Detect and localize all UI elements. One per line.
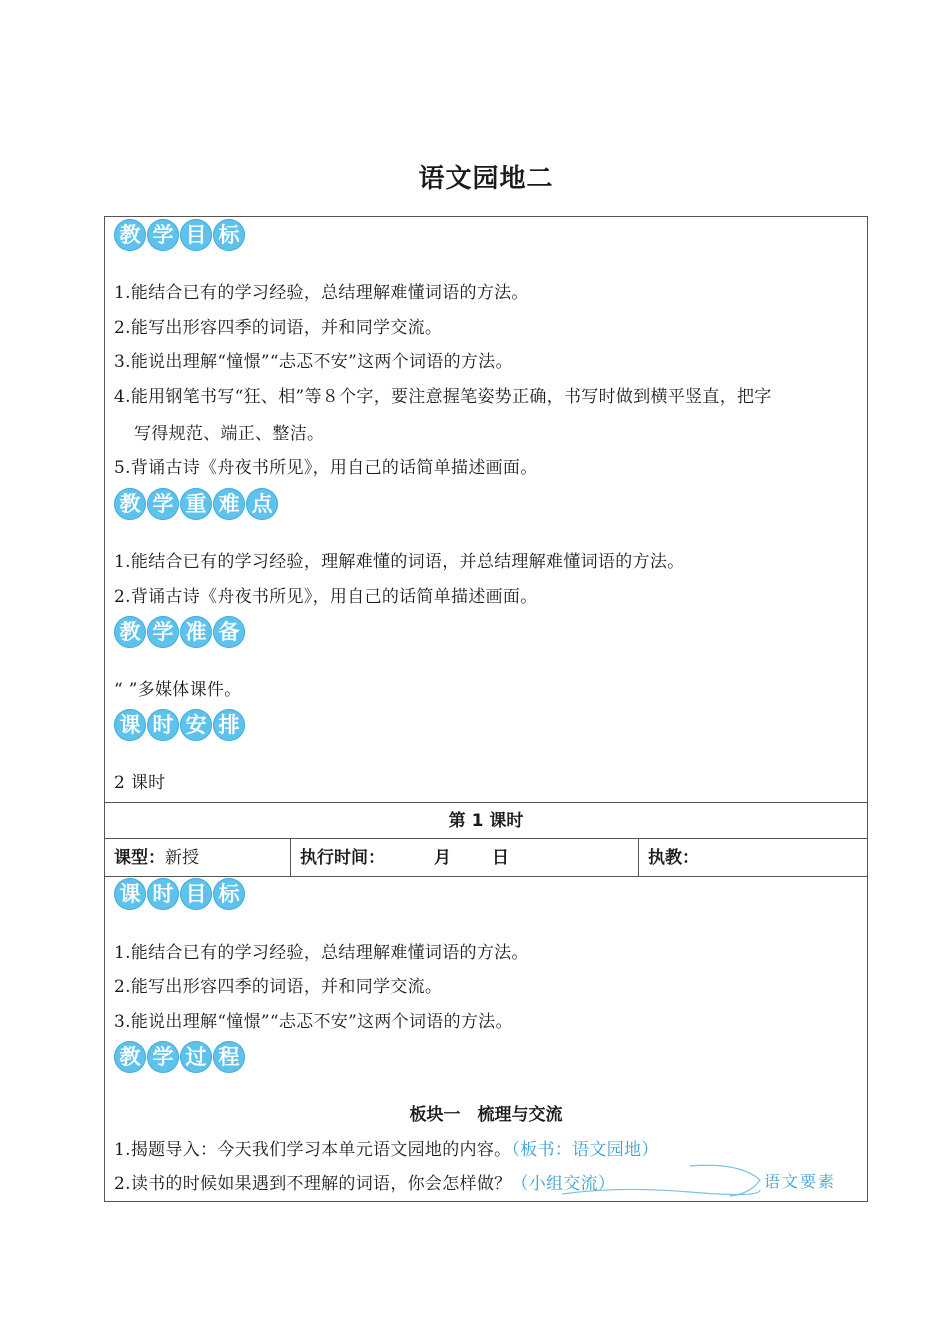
badge-char: 排 (213, 709, 245, 741)
lesson-header: 第 1 课时 (448, 811, 524, 831)
badge-char: 难 (213, 488, 245, 520)
badge-char: 教 (114, 1041, 146, 1073)
badge-char: 准 (180, 616, 212, 648)
badge-char: 学 (147, 1041, 179, 1073)
badge-teaching-preparation (114, 616, 245, 648)
objective-item: 4.能用钢笔书写“狂、相”等８个字，要注意握笔姿势正确，书写时做到横平竖直，把字 (114, 387, 772, 407)
badge-char: 课 (114, 878, 146, 910)
schedule-text: 2 课时 (114, 773, 166, 793)
execution-time-label: 执行时间： (300, 848, 385, 868)
lesson-type-label: 课型： (114, 848, 165, 868)
keypoint-item: 1.能结合已有的学习经验，理解难懂的词语，并总结理解难懂词语的方法。 (114, 552, 685, 572)
process-step (114, 1169, 615, 1194)
badge-char: 目 (180, 219, 212, 251)
teacher-label: 执教： (648, 848, 699, 868)
objective-item-continued: 写得规范、端正、整洁。 (134, 424, 325, 444)
preparation-text: “ ”多媒体课件。 (114, 680, 242, 700)
badge-char: 标 (213, 219, 245, 251)
badge-char: 时 (147, 709, 179, 741)
badge-class-schedule (114, 709, 245, 741)
step-note: （小组交流） (511, 1174, 616, 1194)
badge-char: 学 (147, 488, 179, 520)
badge-key-difficult-points (114, 488, 278, 520)
badge-char: 备 (213, 616, 245, 648)
lesson-goal-item: 1.能结合已有的学习经验，总结理解难懂词语的方法。 (114, 943, 529, 963)
table-divider (104, 838, 868, 839)
badge-char: 重 (180, 488, 212, 520)
badge-char: 安 (180, 709, 212, 741)
wavy-underline-annotation (560, 1158, 770, 1202)
badge-char: 标 (213, 878, 245, 910)
objective-item: 3.能说出理解“憧憬”“忐忑不安”这两个词语的方法。 (114, 352, 513, 372)
badge-char: 学 (147, 219, 179, 251)
objective-item: 2.能写出形容四季的词语，并和同学交流。 (114, 318, 443, 338)
badge-char: 课 (114, 709, 146, 741)
step-note: （板书：语文园地） (511, 1140, 659, 1160)
badge-char: 教 (114, 616, 146, 648)
lesson-goal-item: 2.能写出形容四季的词语，并和同学交流。 (114, 977, 443, 997)
objective-item: 1.能结合已有的学习经验，总结理解难懂词语的方法。 (114, 283, 529, 303)
lesson-type-cell (114, 843, 199, 868)
block-title: 板块一 梳理与交流 (409, 1105, 563, 1125)
execution-month: 月 (434, 848, 451, 868)
step-text: 1.揭题导入：今天我们学习本单元语文园地的内容。 (114, 1140, 512, 1160)
badge-char: 目 (180, 878, 212, 910)
process-step (114, 1135, 659, 1160)
step-text: 2.读书的时候如果遇到不理解的词语，你会怎样做？ (114, 1174, 512, 1194)
badge-char: 过 (180, 1041, 212, 1073)
badge-teaching-objectives (114, 219, 245, 251)
badge-char: 程 (213, 1041, 245, 1073)
lesson-type-value: 新授 (165, 848, 199, 868)
badge-char: 时 (147, 878, 179, 910)
table-divider (104, 802, 868, 803)
execution-day: 日 (492, 848, 509, 868)
side-tag-chinese-elements: 语文要素 (764, 1172, 837, 1191)
badge-char: 点 (246, 488, 278, 520)
badge-char: 学 (147, 616, 179, 648)
objective-item: 5.背诵古诗《舟夜书所见》，用自己的话简单描述画面。 (114, 458, 538, 478)
table-column-divider (290, 839, 291, 876)
badge-char: 教 (114, 488, 146, 520)
keypoint-item: 2.背诵古诗《舟夜书所见》，用自己的话简单描述画面。 (114, 587, 538, 607)
badge-char: 教 (114, 219, 146, 251)
lesson-goal-item: 3.能说出理解“憧憬”“忐忑不安”这两个词语的方法。 (114, 1012, 513, 1032)
table-divider (104, 876, 868, 877)
table-column-divider (638, 839, 639, 876)
page-title: 语文园地二 (418, 164, 554, 194)
badge-teaching-process (114, 1041, 245, 1073)
badge-lesson-goals (114, 878, 245, 910)
